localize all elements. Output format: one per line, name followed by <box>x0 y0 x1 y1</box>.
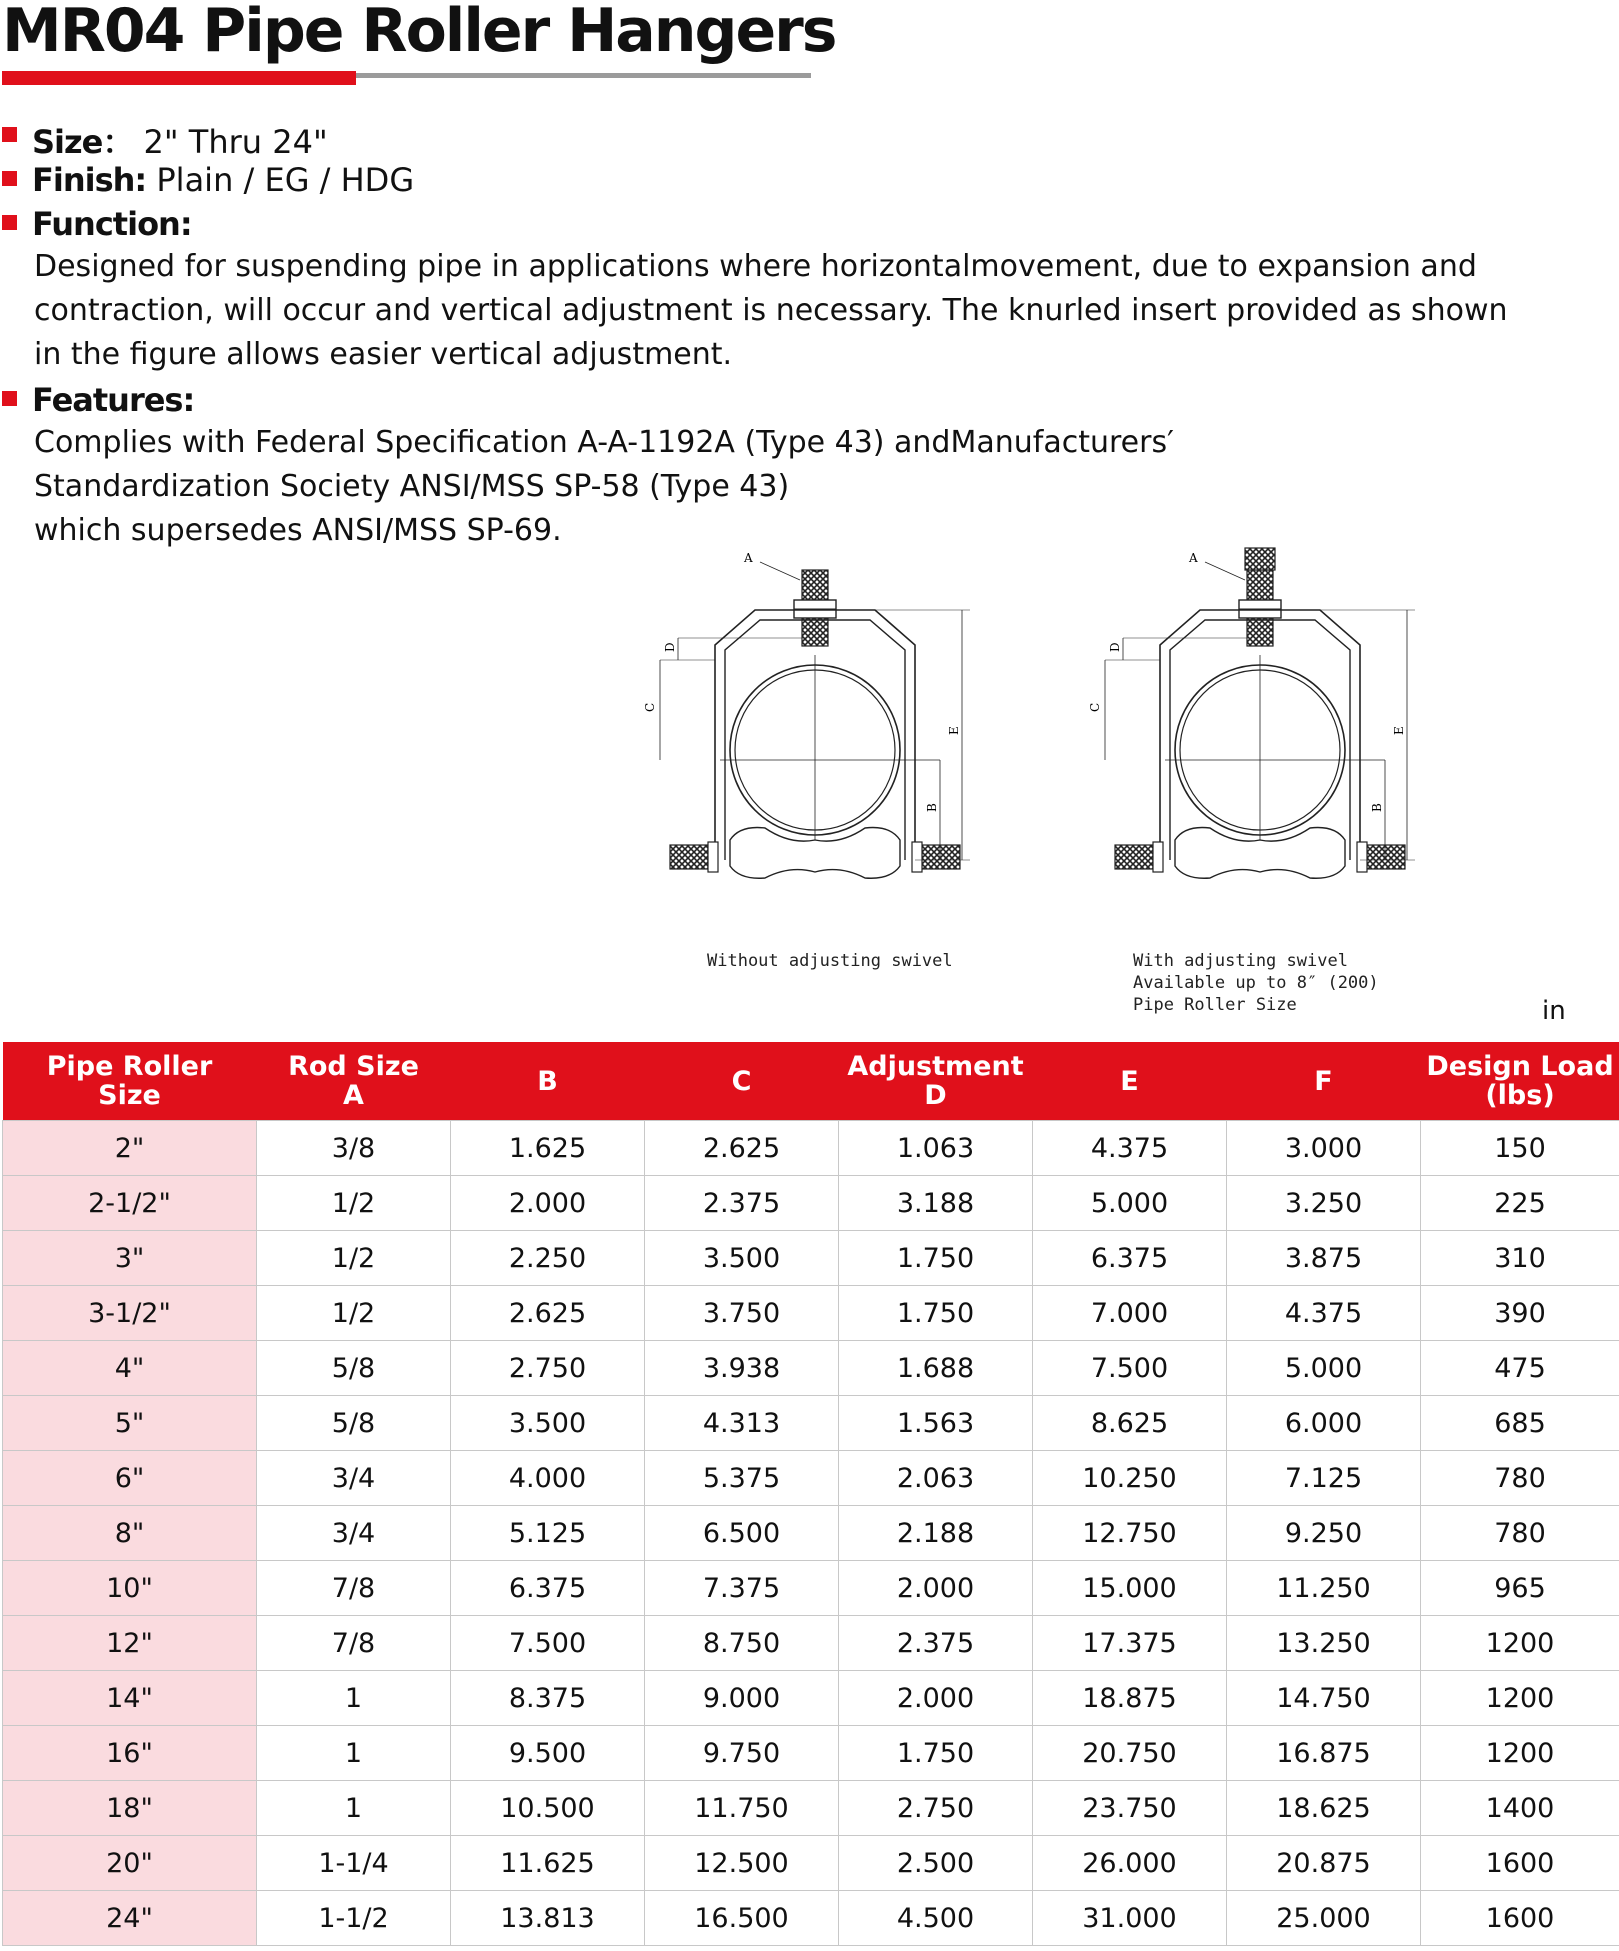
cell-f: 11.250 <box>1227 1561 1421 1616</box>
cell-design-load: 475 <box>1421 1341 1619 1396</box>
cell-b: 2.250 <box>451 1231 645 1286</box>
table-row <box>3 1396 1619 1451</box>
cell-design-load: 225 <box>1421 1176 1619 1231</box>
cell-adjustment-d: 1.688 <box>839 1341 1033 1396</box>
cell-pipe-size: 24" <box>3 1891 257 1946</box>
cell-e: 15.000 <box>1033 1561 1227 1616</box>
cell-e: 10.250 <box>1033 1451 1227 1506</box>
cell-b: 7.500 <box>451 1616 645 1671</box>
cell-design-load: 390 <box>1421 1286 1619 1341</box>
cell-adjustment-d: 2.500 <box>839 1836 1033 1891</box>
cell-c: 8.750 <box>645 1616 839 1671</box>
dim-b-label: B <box>1370 803 1384 812</box>
table-row <box>3 1891 1619 1946</box>
table-row <box>3 1616 1619 1671</box>
features-line <box>32 381 194 419</box>
cell-pipe-size: 5" <box>3 1396 257 1451</box>
cell-b: 2.625 <box>451 1286 645 1341</box>
title-underline-gray <box>356 73 811 78</box>
header-c: C <box>645 1042 839 1121</box>
cell-c: 3.500 <box>645 1231 839 1286</box>
cell-design-load: 150 <box>1421 1121 1619 1176</box>
cell-c: 5.375 <box>645 1451 839 1506</box>
dim-e-label: E <box>947 726 961 735</box>
caption-without-swivel: Without adjusting swivel <box>707 951 953 971</box>
caption-with-swivel-1: With adjusting swivel <box>1133 951 1348 971</box>
cell-f: 3.000 <box>1227 1121 1421 1176</box>
cell-rod-size: 5/8 <box>257 1341 451 1396</box>
cell-pipe-size: 18" <box>3 1781 257 1836</box>
header-rod-size: Rod Size A <box>257 1042 451 1121</box>
cell-b: 1.625 <box>451 1121 645 1176</box>
bullet-icon <box>2 391 17 406</box>
cell-b: 5.125 <box>451 1506 645 1561</box>
bullet-icon <box>2 127 17 142</box>
cell-b: 2.000 <box>451 1176 645 1231</box>
cell-f: 6.000 <box>1227 1396 1421 1451</box>
cell-c: 11.750 <box>645 1781 839 1836</box>
finish-value: Plain / EG / HDG <box>156 161 415 199</box>
cell-design-load: 1600 <box>1421 1836 1619 1891</box>
cell-e: 18.875 <box>1033 1671 1227 1726</box>
cell-b: 6.375 <box>451 1561 645 1616</box>
table-row <box>3 1836 1619 1891</box>
dim-a-label: A <box>744 551 753 565</box>
spec-table <box>2 1042 1619 1946</box>
caption-with-swivel-2: Available up to 8″ (200) <box>1133 973 1379 993</box>
cell-design-load: 685 <box>1421 1396 1619 1451</box>
cell-e: 4.375 <box>1033 1121 1227 1176</box>
bullet-icon <box>2 215 17 230</box>
cell-f: 3.875 <box>1227 1231 1421 1286</box>
header-b: B <box>451 1042 645 1121</box>
cell-design-load: 1400 <box>1421 1781 1619 1836</box>
dim-b-label: B <box>925 803 939 812</box>
cell-c: 2.625 <box>645 1121 839 1176</box>
caption-with-swivel-3: Pipe Roller Size <box>1133 995 1297 1015</box>
cell-c: 3.938 <box>645 1341 839 1396</box>
cell-rod-size: 3/8 <box>257 1121 451 1176</box>
cell-adjustment-d: 1.750 <box>839 1231 1033 1286</box>
cell-adjustment-d: 1.750 <box>839 1286 1033 1341</box>
function-text-1: Designed for suspending pipe in applications where horizontalmovement, due to expansion and <box>34 249 1477 284</box>
cell-b: 9.500 <box>451 1726 645 1781</box>
cell-e: 12.750 <box>1033 1506 1227 1561</box>
finish-line <box>32 161 414 199</box>
cell-f: 3.250 <box>1227 1176 1421 1231</box>
cell-rod-size: 3/4 <box>257 1506 451 1561</box>
cell-design-load: 1200 <box>1421 1726 1619 1781</box>
cell-pipe-size: 20" <box>3 1836 257 1891</box>
cell-c: 6.500 <box>645 1506 839 1561</box>
cell-design-load: 1200 <box>1421 1671 1619 1726</box>
cell-adjustment-d: 2.000 <box>839 1671 1033 1726</box>
hanger-without-swivel <box>643 551 970 878</box>
table-row <box>3 1726 1619 1781</box>
features-text-3: which supersedes ANSI/MSS SP-69. <box>34 513 562 548</box>
cell-e: 7.000 <box>1033 1286 1227 1341</box>
cell-e: 17.375 <box>1033 1616 1227 1671</box>
cell-e: 6.375 <box>1033 1231 1227 1286</box>
cell-e: 26.000 <box>1033 1836 1227 1891</box>
cell-adjustment-d: 1.563 <box>839 1396 1033 1451</box>
cell-c: 4.313 <box>645 1396 839 1451</box>
table-row <box>3 1561 1619 1616</box>
table-row <box>3 1451 1619 1506</box>
function-text-2: contraction, will occur and vertical adjustment is necessary. The knurled insert provided as shown <box>34 293 1508 328</box>
table-row <box>3 1671 1619 1726</box>
cell-adjustment-d: 1.063 <box>839 1121 1033 1176</box>
hanger-drawing <box>640 540 1420 900</box>
table-row <box>3 1506 1619 1561</box>
cell-pipe-size: 10" <box>3 1561 257 1616</box>
finish-label: Finish: <box>32 161 147 199</box>
features-text-1: Complies with Federal Specification A-A-1192A (Type 43) andManufacturers′ <box>34 425 1174 460</box>
cell-c: 7.375 <box>645 1561 839 1616</box>
cell-rod-size: 5/8 <box>257 1396 451 1451</box>
cell-pipe-size: 16" <box>3 1726 257 1781</box>
cell-f: 16.875 <box>1227 1726 1421 1781</box>
table-row <box>3 1781 1619 1836</box>
cell-b: 11.625 <box>451 1836 645 1891</box>
cell-rod-size: 7/8 <box>257 1616 451 1671</box>
cell-pipe-size: 12" <box>3 1616 257 1671</box>
cell-rod-size: 1 <box>257 1781 451 1836</box>
cell-e: 23.750 <box>1033 1781 1227 1836</box>
cell-design-load: 1600 <box>1421 1891 1619 1946</box>
cell-adjustment-d: 4.500 <box>839 1891 1033 1946</box>
cell-c: 9.000 <box>645 1671 839 1726</box>
cell-c: 12.500 <box>645 1836 839 1891</box>
cell-adjustment-d: 3.188 <box>839 1176 1033 1231</box>
cell-adjustment-d: 2.000 <box>839 1561 1033 1616</box>
cell-c: 3.750 <box>645 1286 839 1341</box>
cell-pipe-size: 4" <box>3 1341 257 1396</box>
header-e: E <box>1033 1042 1227 1121</box>
table-row <box>3 1176 1619 1231</box>
cell-adjustment-d: 2.750 <box>839 1781 1033 1836</box>
cell-e: 7.500 <box>1033 1341 1227 1396</box>
cell-pipe-size: 3" <box>3 1231 257 1286</box>
cell-rod-size: 1/2 <box>257 1286 451 1341</box>
table-row <box>3 1121 1619 1176</box>
cell-f: 7.125 <box>1227 1451 1421 1506</box>
cell-design-load: 1200 <box>1421 1616 1619 1671</box>
function-label: Function: <box>32 205 192 243</box>
function-line <box>32 205 192 243</box>
cell-rod-size: 1-1/4 <box>257 1836 451 1891</box>
cell-rod-size: 7/8 <box>257 1561 451 1616</box>
unit-label: in <box>1542 996 1566 1026</box>
cell-design-load: 780 <box>1421 1451 1619 1506</box>
cell-adjustment-d: 1.750 <box>839 1726 1033 1781</box>
cell-e: 8.625 <box>1033 1396 1227 1451</box>
cell-f: 5.000 <box>1227 1341 1421 1396</box>
dim-e-label: E <box>1392 726 1406 735</box>
size-value: 2" Thru 24" <box>143 123 328 161</box>
table-row <box>3 1341 1619 1396</box>
table-row <box>3 1286 1619 1341</box>
dim-a-label: A <box>1189 551 1198 565</box>
size-label: Size： <box>32 123 134 161</box>
cell-e: 5.000 <box>1033 1176 1227 1231</box>
table-header-row <box>3 1042 1619 1121</box>
cell-design-load: 965 <box>1421 1561 1619 1616</box>
dim-c-label: C <box>643 702 657 712</box>
table-row <box>3 1231 1619 1286</box>
cell-pipe-size: 2" <box>3 1121 257 1176</box>
cell-adjustment-d: 2.375 <box>839 1616 1033 1671</box>
cell-design-load: 780 <box>1421 1506 1619 1561</box>
cell-f: 18.625 <box>1227 1781 1421 1836</box>
cell-e: 31.000 <box>1033 1891 1227 1946</box>
header-design-load: Design Load (lbs) <box>1421 1042 1619 1121</box>
cell-c: 9.750 <box>645 1726 839 1781</box>
dim-c-label: C <box>1088 702 1102 712</box>
cell-pipe-size: 3-1/2" <box>3 1286 257 1341</box>
cell-design-load: 310 <box>1421 1231 1619 1286</box>
cell-pipe-size: 8" <box>3 1506 257 1561</box>
cell-rod-size: 1 <box>257 1671 451 1726</box>
cell-f: 20.875 <box>1227 1836 1421 1891</box>
cell-b: 2.750 <box>451 1341 645 1396</box>
features-label: Features: <box>32 381 195 419</box>
header-adjustment-d: Adjustment D <box>839 1042 1033 1121</box>
size-line <box>32 117 328 163</box>
cell-f: 25.000 <box>1227 1891 1421 1946</box>
function-text-3: in the figure allows easier vertical adjustment. <box>34 337 733 372</box>
cell-b: 3.500 <box>451 1396 645 1451</box>
cell-c: 2.375 <box>645 1176 839 1231</box>
cell-f: 4.375 <box>1227 1286 1421 1341</box>
cell-f: 13.250 <box>1227 1616 1421 1671</box>
header-f: F <box>1227 1042 1421 1121</box>
page-title: MR04 Pipe Roller Hangers <box>2 0 836 66</box>
cell-rod-size: 1 <box>257 1726 451 1781</box>
title-underline-red <box>2 71 356 85</box>
cell-b: 13.813 <box>451 1891 645 1946</box>
cell-f: 14.750 <box>1227 1671 1421 1726</box>
cell-pipe-size: 6" <box>3 1451 257 1506</box>
cell-adjustment-d: 2.063 <box>839 1451 1033 1506</box>
cell-b: 4.000 <box>451 1451 645 1506</box>
bullet-icon <box>2 171 17 186</box>
header-pipe-roller-size: Pipe Roller Size <box>3 1042 257 1121</box>
cell-adjustment-d: 2.188 <box>839 1506 1033 1561</box>
cell-b: 10.500 <box>451 1781 645 1836</box>
cell-pipe-size: 14" <box>3 1671 257 1726</box>
features-text-2: Standardization Society ANSI/MSS SP-58 (Type 43) <box>34 469 790 504</box>
cell-c: 16.500 <box>645 1891 839 1946</box>
cell-pipe-size: 2-1/2" <box>3 1176 257 1231</box>
cell-e: 20.750 <box>1033 1726 1227 1781</box>
cell-b: 8.375 <box>451 1671 645 1726</box>
cell-rod-size: 1/2 <box>257 1176 451 1231</box>
hanger-with-swivel <box>1088 548 1415 878</box>
cell-f: 9.250 <box>1227 1506 1421 1561</box>
cell-rod-size: 3/4 <box>257 1451 451 1506</box>
cell-rod-size: 1/2 <box>257 1231 451 1286</box>
cell-rod-size: 1-1/2 <box>257 1891 451 1946</box>
dim-d-label: D <box>1108 642 1122 652</box>
dim-d-label: D <box>663 642 677 652</box>
